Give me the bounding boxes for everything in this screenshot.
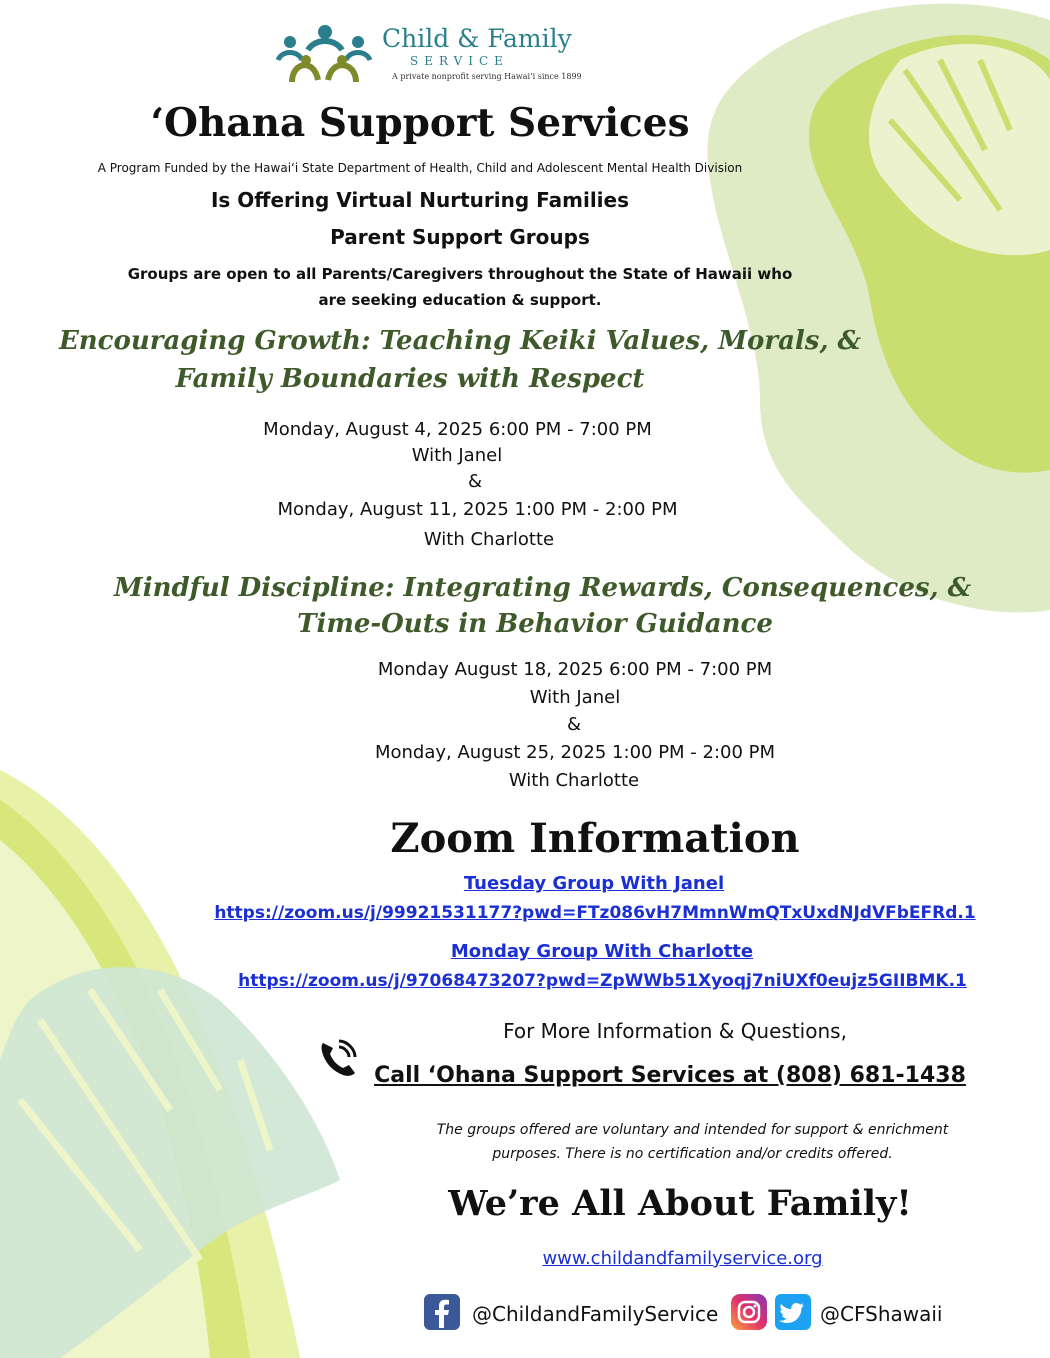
facebook-handle[interactable]: @ChildandFamilyService — [472, 1302, 719, 1326]
logo-sub: SERVICE — [410, 54, 509, 68]
logo — [270, 20, 582, 90]
zoom-heading: Zoom Information — [390, 815, 800, 862]
twitter-icon[interactable] — [775, 1294, 811, 1330]
zoom-group1-url[interactable]: https://zoom.us/j/99921531177?pwd=FTz086vH7MmnWmQTxUxdNJdVFbEFRd.1 — [214, 903, 976, 923]
session2-amp: & — [566, 714, 582, 735]
phone-icon — [315, 1033, 363, 1081]
facebook-icon[interactable] — [424, 1294, 460, 1330]
call-line[interactable]: Call ‘Ohana Support Services at (808) 681-1438 — [374, 1063, 966, 1088]
disclaimer-line-1: The groups offered are voluntary and intended for support & enrichment — [436, 1122, 949, 1138]
session2-title-line-1: Mindful Discipline: Integrating Rewards, Consequences, & — [113, 573, 972, 603]
facebook-glyph-icon — [424, 1294, 460, 1330]
open-line-2: are seeking education & support. — [318, 291, 602, 309]
session1-host-1: With Janel — [411, 445, 503, 466]
session1-title-line-2: Family Boundaries with Respect — [175, 364, 645, 394]
open-line-1: Groups are open to all Parents/Caregivers throughout the State of Hawaii who — [127, 265, 793, 283]
more-info-line: For More Information & Questions, — [503, 1019, 847, 1043]
logo-name: Child & Family — [382, 24, 572, 53]
zoom-group2-label[interactable]: Monday Group With Charlotte — [450, 941, 754, 962]
logo-figures-icon — [270, 20, 380, 90]
session2-date-1: Monday August 18, 2025 6:00 PM - 7:00 PM — [377, 659, 773, 680]
session2-date-2: Monday, August 25, 2025 1:00 PM - 2:00 PM — [374, 742, 776, 763]
twitter-glyph-icon — [775, 1294, 811, 1330]
twitter-handle[interactable]: @CFShawaii — [820, 1302, 943, 1326]
instagram-icon[interactable] — [731, 1294, 767, 1330]
session2-title-line-2: Time-Outs in Behavior Guidance — [297, 609, 773, 639]
zoom-group1-label[interactable]: Tuesday Group With Janel — [463, 873, 725, 894]
session1-date-2: Monday, August 11, 2025 1:00 PM - 2:00 PM — [277, 499, 678, 520]
website-link[interactable]: www.childandfamilyservice.org — [542, 1248, 823, 1269]
page-title: ‘Ohana Support Services — [150, 100, 690, 146]
offering-line-1: Is Offering Virtual Nurturing Families — [210, 188, 629, 212]
session2-host-1: With Janel — [529, 687, 621, 708]
session1-amp: & — [467, 471, 483, 492]
funding-line: A Program Funded by the Hawai‘i State Department of Health, Child and Adolescent Mental Health Division — [97, 161, 743, 175]
slogan: We’re All About Family! — [448, 1183, 912, 1224]
session1-host-2: With Charlotte — [423, 529, 555, 550]
offering-line-2: Parent Support Groups — [330, 225, 590, 249]
session2-host-2: With Charlotte — [508, 770, 640, 791]
session1-date-1: Monday, August 4, 2025 6:00 PM - 7:00 PM — [263, 419, 652, 440]
logo-tagline: A private nonprofit serving Hawai‘i since 1899 — [392, 72, 582, 81]
instagram-glyph-icon — [731, 1294, 767, 1330]
disclaimer-line-2: purposes. There is no certification and/or credits offered. — [492, 1146, 893, 1162]
zoom-group2-url[interactable]: https://zoom.us/j/97068473207?pwd=ZpWWb51Xyoqj7niUXf0eujz5GIIBMK.1 — [238, 971, 967, 991]
session1-title-line-1: Encouraging Growth: Teaching Keiki Values, Morals, & — [58, 326, 862, 356]
